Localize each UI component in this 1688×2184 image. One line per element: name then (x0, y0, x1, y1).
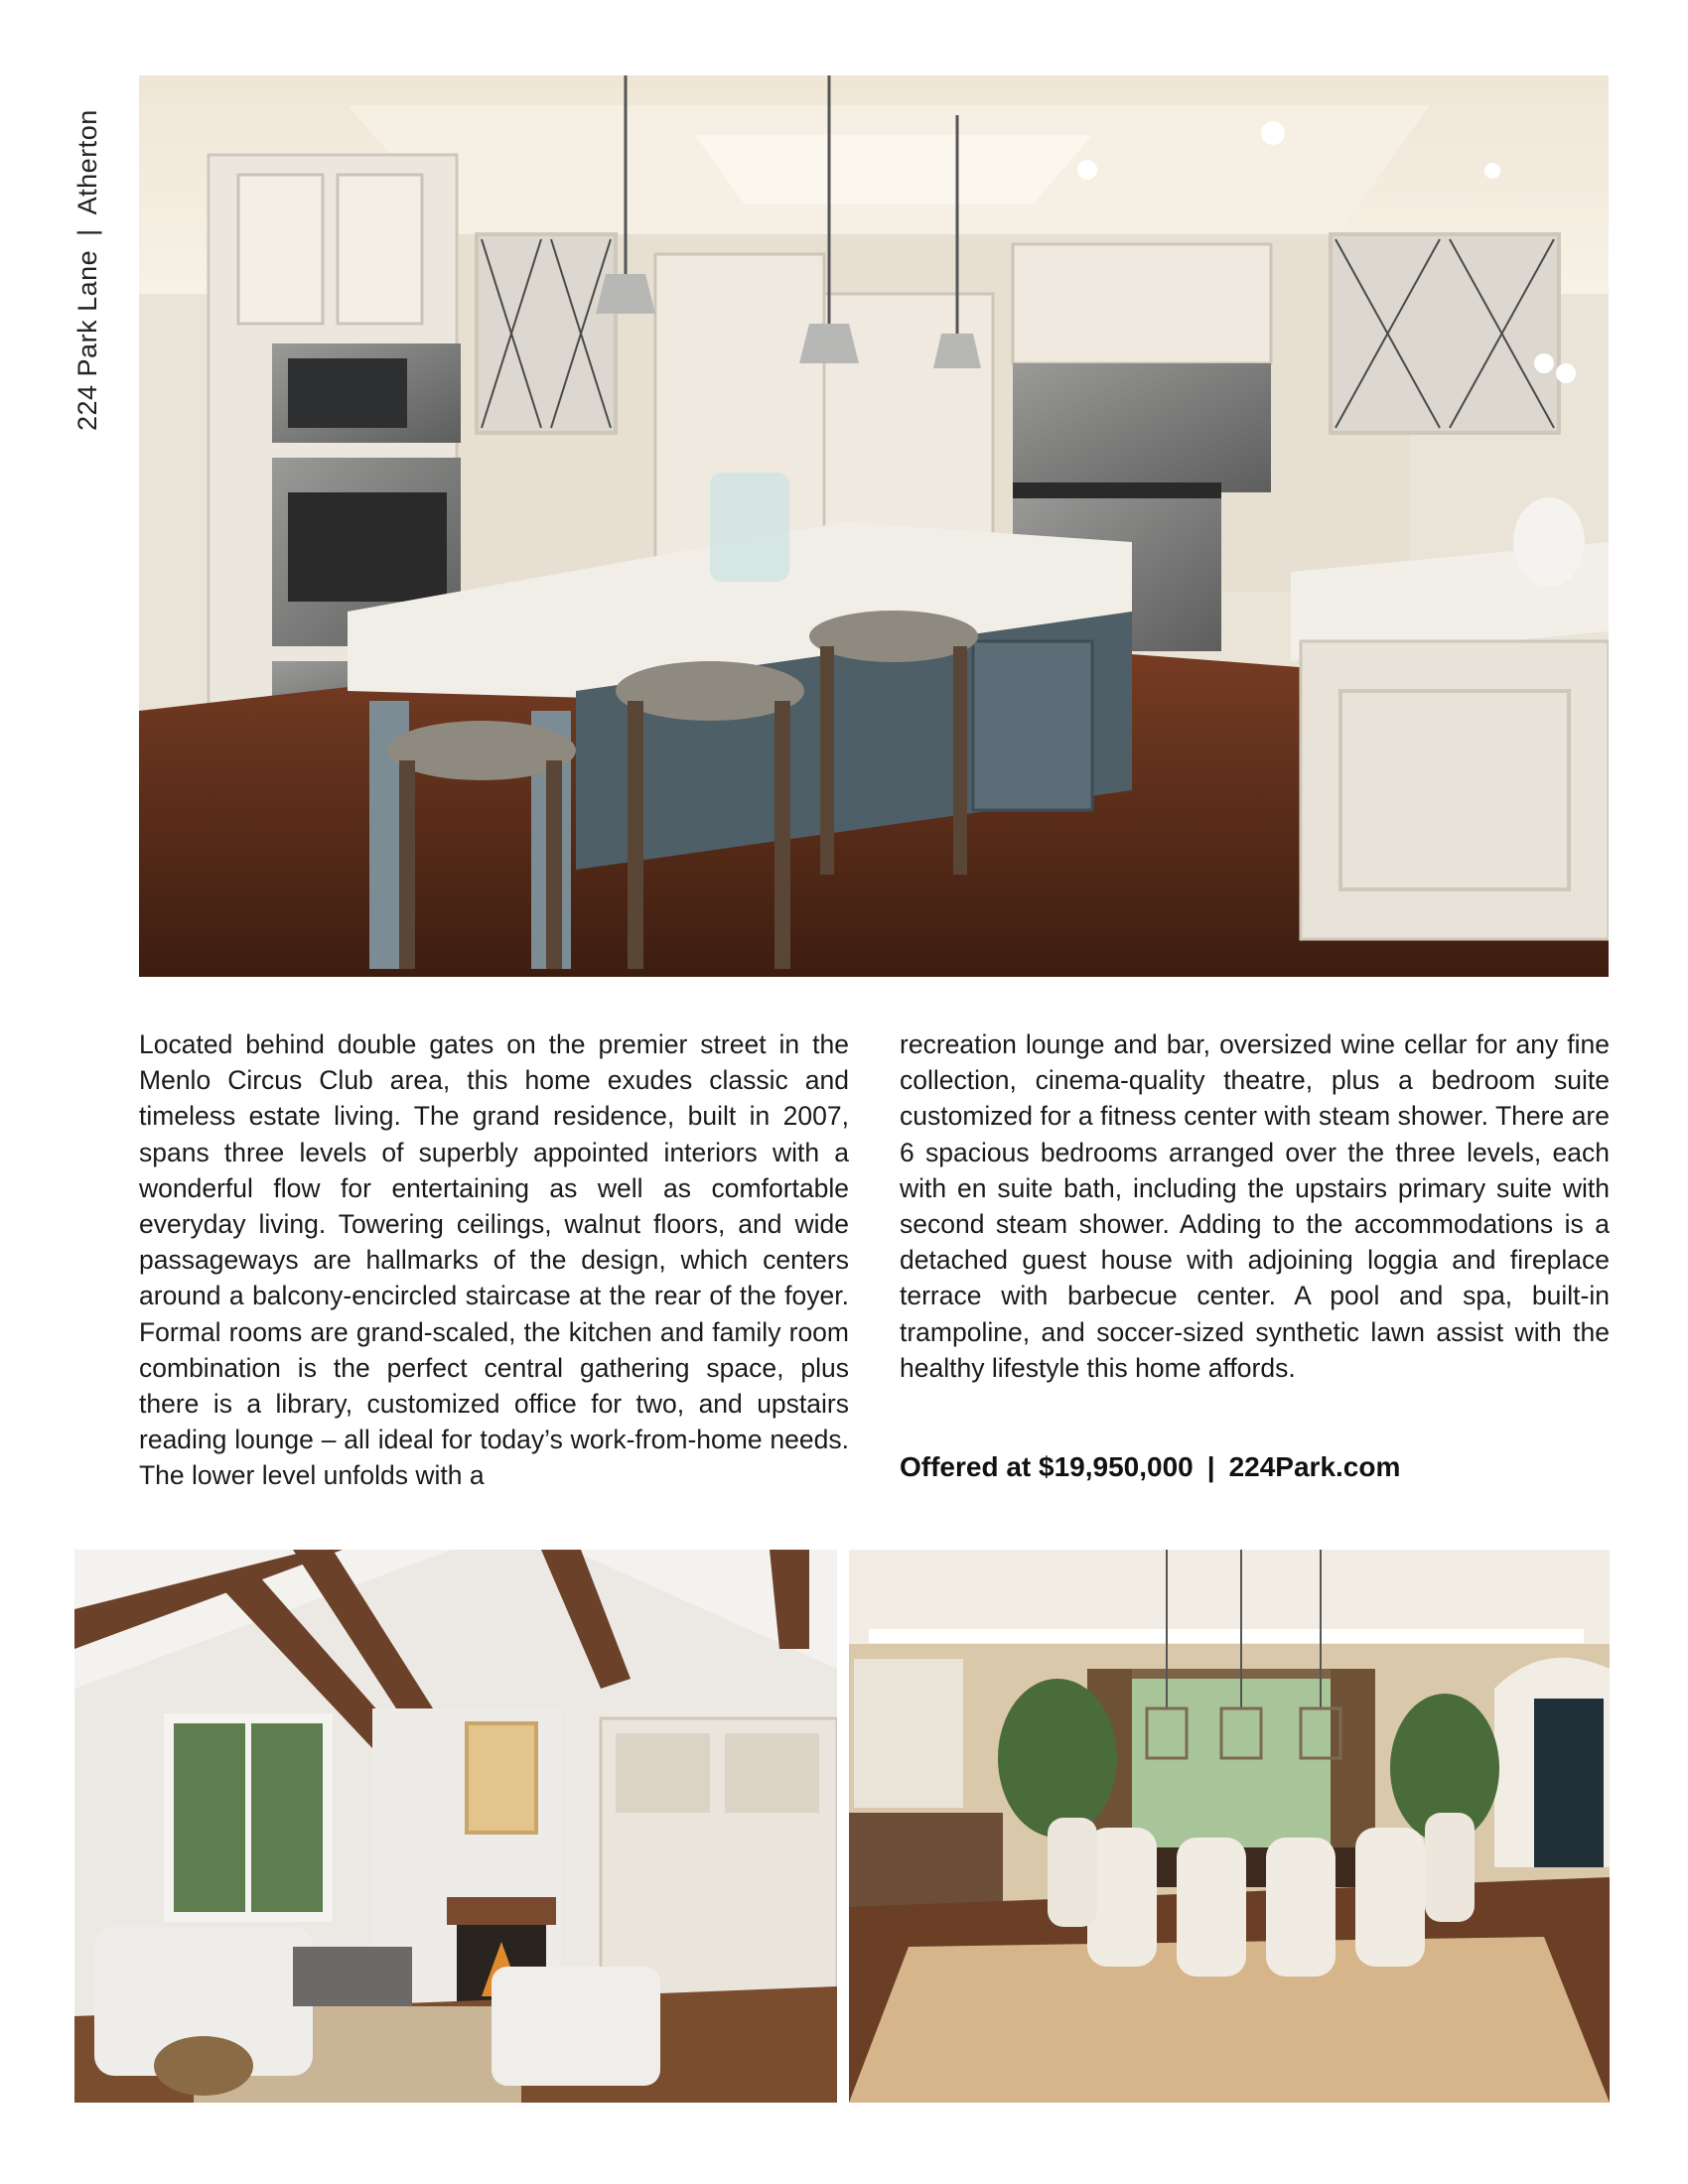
kitchen-photo (139, 75, 1609, 977)
dining-room-photo (849, 1550, 1610, 2103)
offer-price: Offered at $19,950,000 (900, 1451, 1194, 1482)
offer-website: 224Park.com (1228, 1451, 1401, 1482)
offer-line (900, 1451, 1400, 1483)
side-label-separator: | (71, 228, 102, 236)
living-room-photo (74, 1550, 837, 2103)
side-label (68, 54, 107, 431)
city-label: Atherton (71, 109, 102, 215)
description-right-column: recreation lounge and bar, oversized wine cellar for any fine collection, cinema-quality theatre, plus a bedroom suite customized for a fitness center with steam shower. There are 6 spacious bedrooms arranged over the three levels, each with en suite bath, including the upstairs primary suite with second steam shower. Adding to the accommodations is a detached guest house with adjoining loggia and fireplace terrace with barbecue center. A pool and spa, built-in trampoline, and soccer-sized synthetic lawn assist with the healthy lifestyle this home affords. (900, 1029, 1610, 1383)
description-left-column: Located behind double gates on the premier street in the Menlo Circus Club area, this home exudes classic and timeless estate living. The grand residence, built in 2007, spans three levels of superbly appointed interiors with a wonderful flow for entertaining as well as comfortable everyday living. Towering ceilings, walnut floors, and wide passageways are hallmarks of the design, which centers around a balcony-encircled staircase at the rear of the foyer. Formal rooms are grand-scaled, the kitchen and family room combination is the perfect central gathering space, plus there is a library, customized office for two, and upstairs reading lounge – all ideal for today’s work-from-home needs. The lower level unfolds with a (139, 1029, 849, 1491)
address-label: 224 Park Lane (71, 249, 102, 431)
offer-separator: | (1206, 1451, 1215, 1482)
